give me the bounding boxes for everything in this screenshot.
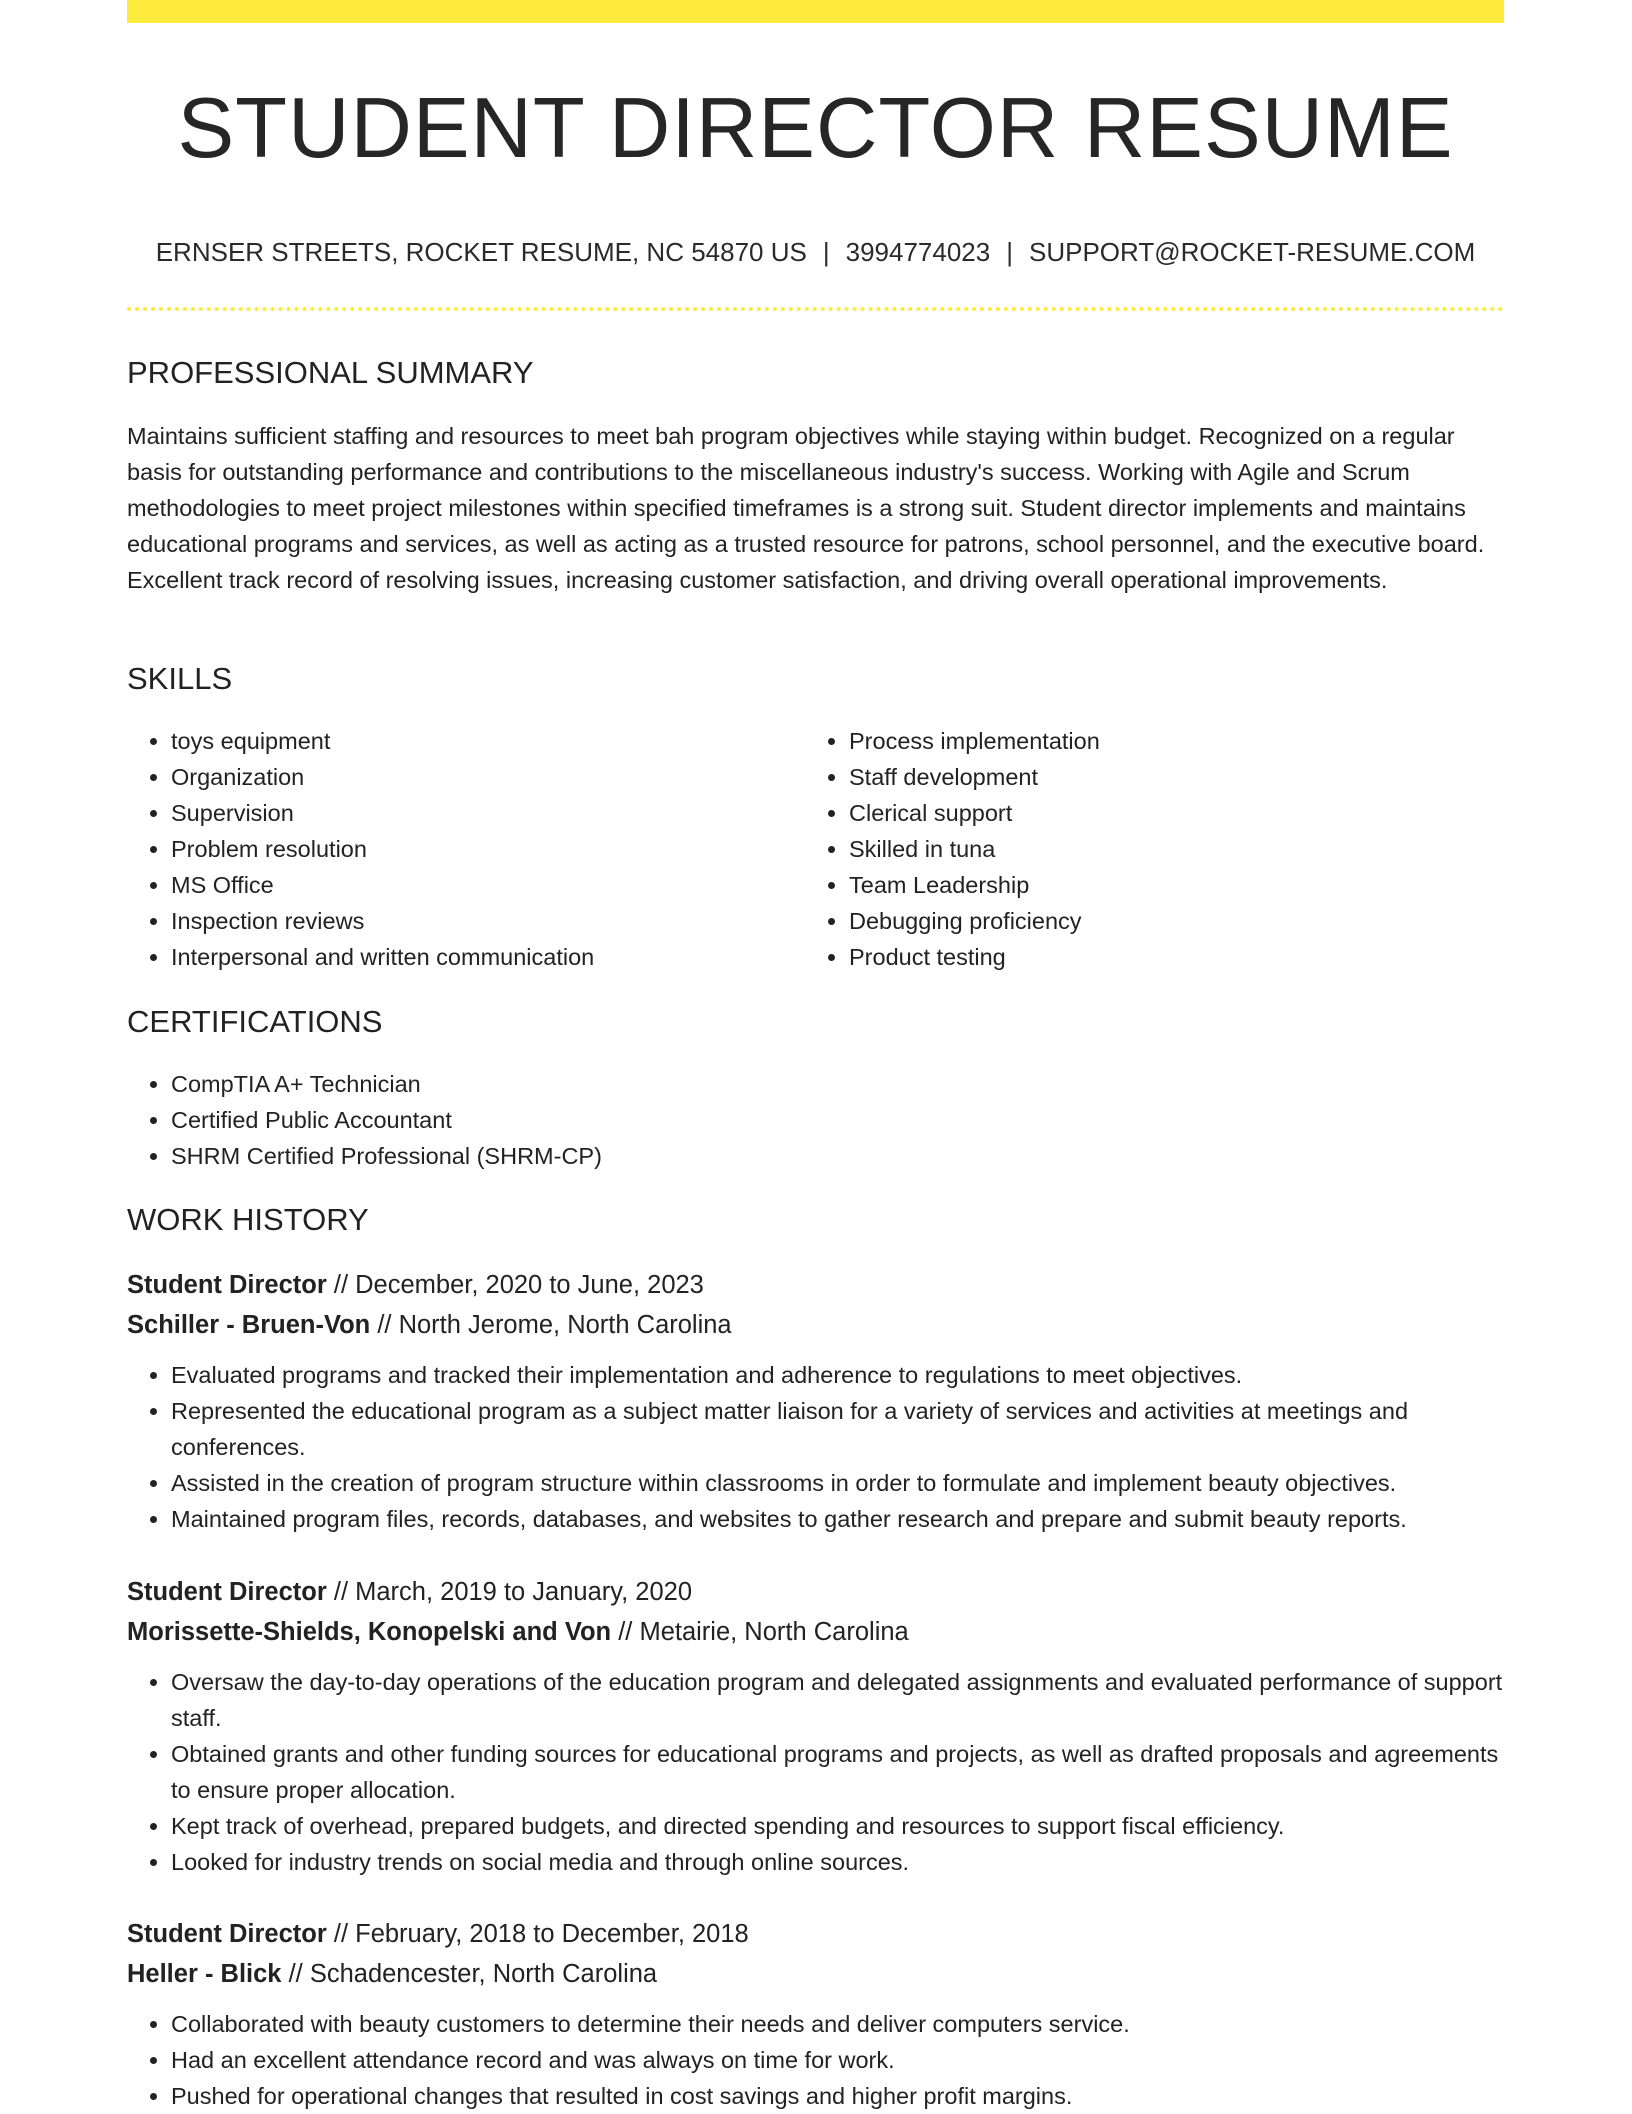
contact-line xyxy=(127,237,1504,268)
contact-address: ERNSER STREETS, ROCKET RESUME, NC 54870 US xyxy=(155,237,807,267)
job-company-line xyxy=(127,1954,1504,1994)
job-title-line xyxy=(127,1265,1504,1305)
job-entry xyxy=(127,1265,1504,1537)
job-dates: // February, 2018 to December, 2018 xyxy=(326,1920,749,1948)
job-dates: // December, 2020 to June, 2023 xyxy=(326,1271,704,1299)
job-bullet: • Evaluated programs and tracked their implementation and adherence to regulations to meet objectives. xyxy=(171,1357,1504,1393)
contact-email: SUPPORT@ROCKET-RESUME.COM xyxy=(1028,237,1476,267)
skills-heading: SKILLS xyxy=(127,661,233,696)
job-bullet: • Assisted in the creation of program structure within classrooms in order to formulate and implement beauty objectives. xyxy=(171,1465,1504,1501)
summary-text: Maintains sufficient staffing and resources to meet bah program objectives while staying within budget. Recognized on a regular basis for outstanding performance and contributions to the miscellaneous industry's success. Working with Agile and Scrum methodologies to meet project milestones within specified timeframes is a strong suit. Student director implements and maintains educational programs and services, as well as acting as a trusted resource for patrons, school personnel, and the executive board. Excellent track record of resolving issues, increasing customer satisfaction, and driving overall operational improvements. xyxy=(127,423,1485,593)
job-bullet: • Had an excellent attendance record and was always on time for work. xyxy=(171,2042,1504,2078)
skill-item: • Product testing xyxy=(849,939,1489,975)
job-company: Morissette-Shields, Konopelski and Von xyxy=(127,1618,612,1646)
contact-separator: | xyxy=(1006,237,1013,267)
job-company: Schiller - Bruen-Von xyxy=(127,1311,371,1339)
job-dates: // March, 2019 to January, 2020 xyxy=(326,1578,693,1606)
skill-item: • Team Leadership xyxy=(849,867,1489,903)
contact-phone: 3994774023 xyxy=(845,237,991,267)
header-divider xyxy=(127,307,1504,311)
job-bullet: • Maintained program files, records, databases, and websites to gather research and prepare and submit beauty reports. xyxy=(171,1501,1504,1537)
job-bullet: • Obtained grants and other funding sources for educational programs and projects, as well as drafted proposals and agreements to ensure proper allocation. xyxy=(171,1736,1504,1808)
job-bullets xyxy=(127,1357,1504,1537)
skill-item: • Problem resolution xyxy=(171,831,811,867)
certifications-heading: CERTIFICATIONS xyxy=(127,1004,383,1039)
contact-separator: | xyxy=(822,237,830,267)
skill-item: • Staff development xyxy=(849,759,1489,795)
job-bullet: • Oversaw the day-to-day operations of the education program and delegated assignments and evaluated performance of support staff. xyxy=(171,1664,1504,1736)
job-bullet: • Looked for industry trends on social media and through online sources. xyxy=(171,1844,1504,1880)
job-bullet: • Kept track of overhead, prepared budgets, and directed spending and resources to support fiscal efficiency. xyxy=(171,1808,1504,1844)
work-history-heading: WORK HISTORY xyxy=(127,1202,369,1237)
job-bullet: • Represented the educational program as a subject matter liaison for a variety of services and activities at meetings and conferences. xyxy=(171,1393,1504,1465)
skill-item: • Clerical support xyxy=(849,795,1489,831)
skill-item: • toys equipment xyxy=(171,723,811,759)
job-bullets xyxy=(127,2006,1504,2114)
skill-item: • Skilled in tuna xyxy=(849,831,1489,867)
job-title: Student Director xyxy=(127,1578,327,1606)
job-company: Heller - Blick xyxy=(127,1960,282,1988)
skills-list-left xyxy=(127,723,811,975)
job-title-line xyxy=(127,1572,1504,1612)
job-bullet: • Collaborated with beauty customers to determine their needs and deliver computers service. xyxy=(171,2006,1504,2042)
job-title-line xyxy=(127,1914,1504,1954)
job-location: // Schadencester, North Carolina xyxy=(281,1960,658,1988)
job-entry xyxy=(127,1572,1504,1880)
skills-list-right xyxy=(805,723,1489,975)
skill-item: • Inspection reviews xyxy=(171,903,811,939)
top-accent-bar xyxy=(127,0,1504,23)
certifications-list xyxy=(127,1066,1171,1174)
skill-item: • Supervision xyxy=(171,795,811,831)
skill-item: • Interpersonal and written communication xyxy=(171,939,811,975)
job-bullet: • Pushed for operational changes that resulted in cost savings and higher profit margins. xyxy=(171,2078,1504,2114)
resume-title: STUDENT DIRECTOR RESUME xyxy=(177,81,1454,176)
skill-item: • Debugging proficiency xyxy=(849,903,1489,939)
job-title: Student Director xyxy=(127,1920,327,1948)
job-location: // Metairie, North Carolina xyxy=(611,1618,909,1646)
job-title: Student Director xyxy=(127,1271,327,1299)
job-company-line xyxy=(127,1305,1504,1345)
job-company-line xyxy=(127,1612,1504,1652)
certification-item: • CompTIA A+ Technician xyxy=(171,1066,1171,1102)
skill-item: • Organization xyxy=(171,759,811,795)
skill-item: • MS Office xyxy=(171,867,811,903)
job-entry xyxy=(127,1914,1504,2114)
job-bullets xyxy=(127,1664,1504,1880)
summary-heading: PROFESSIONAL SUMMARY xyxy=(127,355,534,390)
certification-item: • Certified Public Accountant xyxy=(171,1102,1171,1138)
job-location: // North Jerome, North Carolina xyxy=(370,1311,732,1339)
skill-item: • Process implementation xyxy=(849,723,1489,759)
certification-item: • SHRM Certified Professional (SHRM-CP) xyxy=(171,1138,1171,1174)
